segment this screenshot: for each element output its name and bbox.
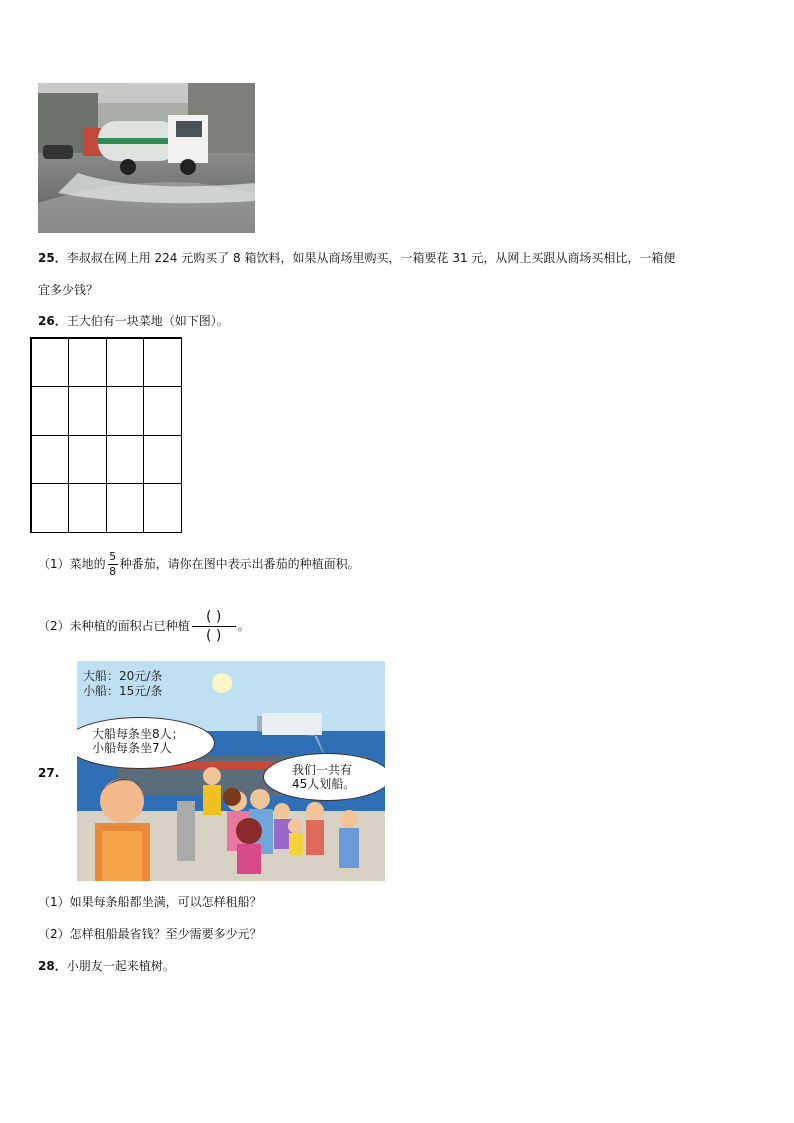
sprinkler-truck-photo	[38, 83, 255, 233]
question-25-continued: 宜多少钱？	[38, 283, 99, 297]
grid-cell	[106, 435, 145, 485]
grid-cell	[31, 338, 70, 388]
part-2-prefix: （2）未种植的面积占已种植	[38, 619, 190, 633]
price-board	[83, 669, 162, 699]
grid-cell	[143, 338, 182, 388]
question-26-part-1	[38, 550, 360, 578]
question-26	[38, 313, 229, 329]
grid-cell	[106, 483, 145, 533]
question-28	[38, 958, 175, 974]
grid-cell	[106, 338, 145, 388]
grid-cell	[31, 435, 70, 485]
question-26-part-2	[38, 610, 250, 643]
fraction-numerator: 5	[109, 550, 117, 563]
answer-blank-fraction[interactable]	[192, 610, 236, 643]
part-1-suffix: 种番茄，请你在图中表示出番茄的种植面积。	[119, 557, 360, 571]
small-boat-price: 小船：15元/条	[83, 684, 163, 698]
grid-cell	[106, 386, 145, 436]
fraction-five-eighths	[108, 551, 118, 578]
grid-cell	[31, 483, 70, 533]
question-25-text: 李叔叔在网上用 224 元购买了 8 箱饮料，如果从商场里购买，一箱要花 31 元，从网上买跟从商场买相比，一箱便	[66, 251, 676, 265]
grid-cell	[143, 435, 182, 485]
grid-cell	[68, 338, 107, 388]
boat-rental-illustration	[77, 661, 385, 881]
big-boat-price: 大船：20元/条	[83, 669, 163, 683]
speech-bubble-right-text	[292, 763, 355, 791]
bubble-left-line-2: 小船每条坐7人	[92, 741, 172, 755]
grid-cell	[68, 435, 107, 485]
question-27-part-2: （2）怎样租船最省钱？至少需要多少元？	[38, 927, 262, 941]
question-25-number: 25．	[38, 251, 67, 265]
bubble-left-line-1: 大船每条坐8人；	[92, 727, 184, 741]
blank-denominator: ( )	[205, 628, 222, 644]
question-27-number: 27.	[38, 766, 60, 780]
speech-bubble-left-text	[92, 727, 184, 755]
part-1-prefix: （1）菜地的	[38, 557, 106, 571]
grid-cell	[68, 386, 107, 436]
blank-numerator: ( )	[205, 609, 222, 625]
fraction-denominator: 8	[109, 565, 117, 578]
bubble-right-line-1: 我们一共有	[292, 763, 353, 777]
grid-cell	[68, 483, 107, 533]
question-26-number: 26．	[38, 314, 67, 328]
part-2-suffix: 。	[237, 619, 250, 633]
question-26-text: 王大伯有一块菜地（如下图）。	[66, 314, 229, 328]
question-27-part-1: （1）如果每条船都坐满，可以怎样租船？	[38, 895, 262, 909]
vegetable-plot-grid	[30, 337, 182, 533]
question-28-number: 28．	[38, 959, 67, 973]
grid-cell	[31, 386, 70, 436]
grid-cell	[143, 386, 182, 436]
question-25	[38, 250, 675, 266]
question-28-text: 小朋友一起来植树。	[66, 959, 175, 973]
grid-cell	[143, 483, 182, 533]
bubble-right-line-2: 45人划船。	[292, 777, 356, 791]
